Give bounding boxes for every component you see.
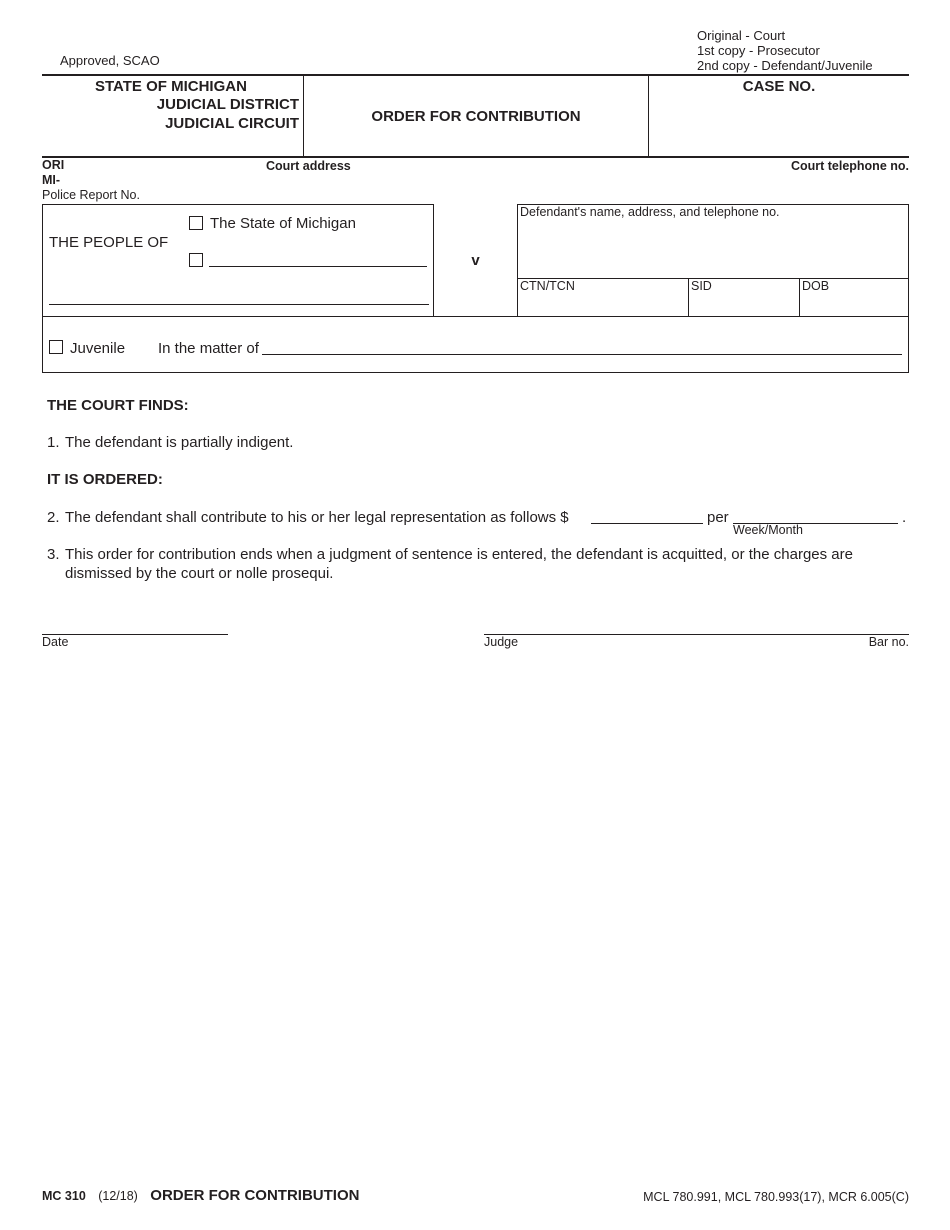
court-address-label: Court address [266, 159, 351, 173]
state-of-michigan-checkbox[interactable] [189, 216, 203, 230]
dob-divider [799, 278, 800, 317]
item2-number: 2. [47, 509, 60, 526]
other-plaintiff-checkbox[interactable] [189, 253, 203, 267]
judicial-district-label: JUDICIAL DISTRICT [156, 96, 299, 113]
sid-label: SID [691, 279, 712, 293]
header-bottom-rule [42, 156, 909, 158]
court-finds-heading: THE COURT FINDS: [47, 397, 189, 414]
court-telephone-label: Court telephone no. [790, 159, 909, 173]
juvenile-left-border [42, 316, 43, 373]
item2-text: The defendant shall contribute to his or her legal representation as follows $ [65, 509, 569, 526]
sid-divider [688, 278, 689, 317]
juvenile-right-border [908, 316, 909, 373]
per-label: per [707, 509, 729, 526]
item3-text-line1: This order for contribution ends when a judgment of sentence is entered, the defendant is acquitted, or the charges are [65, 546, 853, 563]
juvenile-checkbox[interactable] [49, 340, 63, 354]
item3-text-line2: dismissed by the court or nolle prosequi. [65, 565, 334, 582]
date-field[interactable] [42, 634, 228, 635]
defendant-label: Defendant's name, address, and telephone no. [520, 205, 780, 219]
defendant-id-rule [517, 278, 909, 279]
parties-bottom-rule [434, 316, 517, 317]
dob-label: DOB [802, 279, 830, 293]
footer-form-id [42, 1187, 359, 1205]
item1-text: The defendant is partially indigent. [65, 434, 294, 451]
copy-distribution [697, 28, 873, 73]
item2-period: . [902, 509, 907, 526]
juvenile-bottom-border [42, 372, 909, 373]
judge-label: Judge [484, 635, 519, 649]
ctn-tcn-label: CTN/TCN [520, 279, 575, 293]
item3-number: 3. [47, 546, 60, 563]
mi-label: MI- [42, 173, 61, 187]
state-label: STATE OF MICHIGAN [95, 78, 247, 95]
juvenile-label: Juvenile [70, 340, 126, 357]
case-no-label: CASE NO. [742, 78, 816, 95]
other-plaintiff-field[interactable] [209, 266, 427, 267]
case-no-field[interactable] [650, 100, 906, 152]
form-number: MC 310 [42, 1189, 86, 1203]
state-of-michigan-label: The State of Michigan [210, 215, 356, 232]
defendant-field[interactable] [520, 222, 906, 276]
bar-no-label: Bar no. [868, 635, 909, 649]
form-revision: (12/18) [98, 1189, 138, 1203]
people-of-label: THE PEOPLE OF [49, 234, 169, 251]
ori-label: ORI [42, 158, 65, 172]
header-top-rule [42, 74, 909, 76]
police-report-label: Police Report No. [42, 188, 140, 202]
in-the-matter-of-field[interactable] [262, 354, 902, 355]
it-is-ordered-heading: IT IS ORDERED: [47, 471, 163, 488]
judicial-circuit-label: JUDICIAL CIRCUIT [165, 115, 299, 132]
footer-title: ORDER FOR CONTRIBUTION [150, 1187, 360, 1204]
statute-references: MCL 780.991, MCL 780.993(17), MCR 6.005(C) [643, 1190, 909, 1204]
form-title: ORDER FOR CONTRIBUTION [371, 108, 581, 125]
contribution-amount-field[interactable] [591, 523, 703, 524]
approved-label: Approved, SCAO [60, 53, 160, 68]
copy-first: 1st copy - Prosecutor [697, 43, 820, 58]
in-the-matter-of-label: In the matter of [158, 340, 259, 357]
week-month-label: Week/Month [733, 523, 803, 537]
copy-second: 2nd copy - Defendant/Juvenile [697, 58, 873, 73]
plaintiff-extra-line[interactable] [49, 304, 429, 305]
item1-number: 1. [47, 434, 60, 451]
copy-original: Original - Court [697, 28, 786, 43]
versus-label: v [471, 252, 480, 269]
date-label: Date [42, 635, 69, 649]
